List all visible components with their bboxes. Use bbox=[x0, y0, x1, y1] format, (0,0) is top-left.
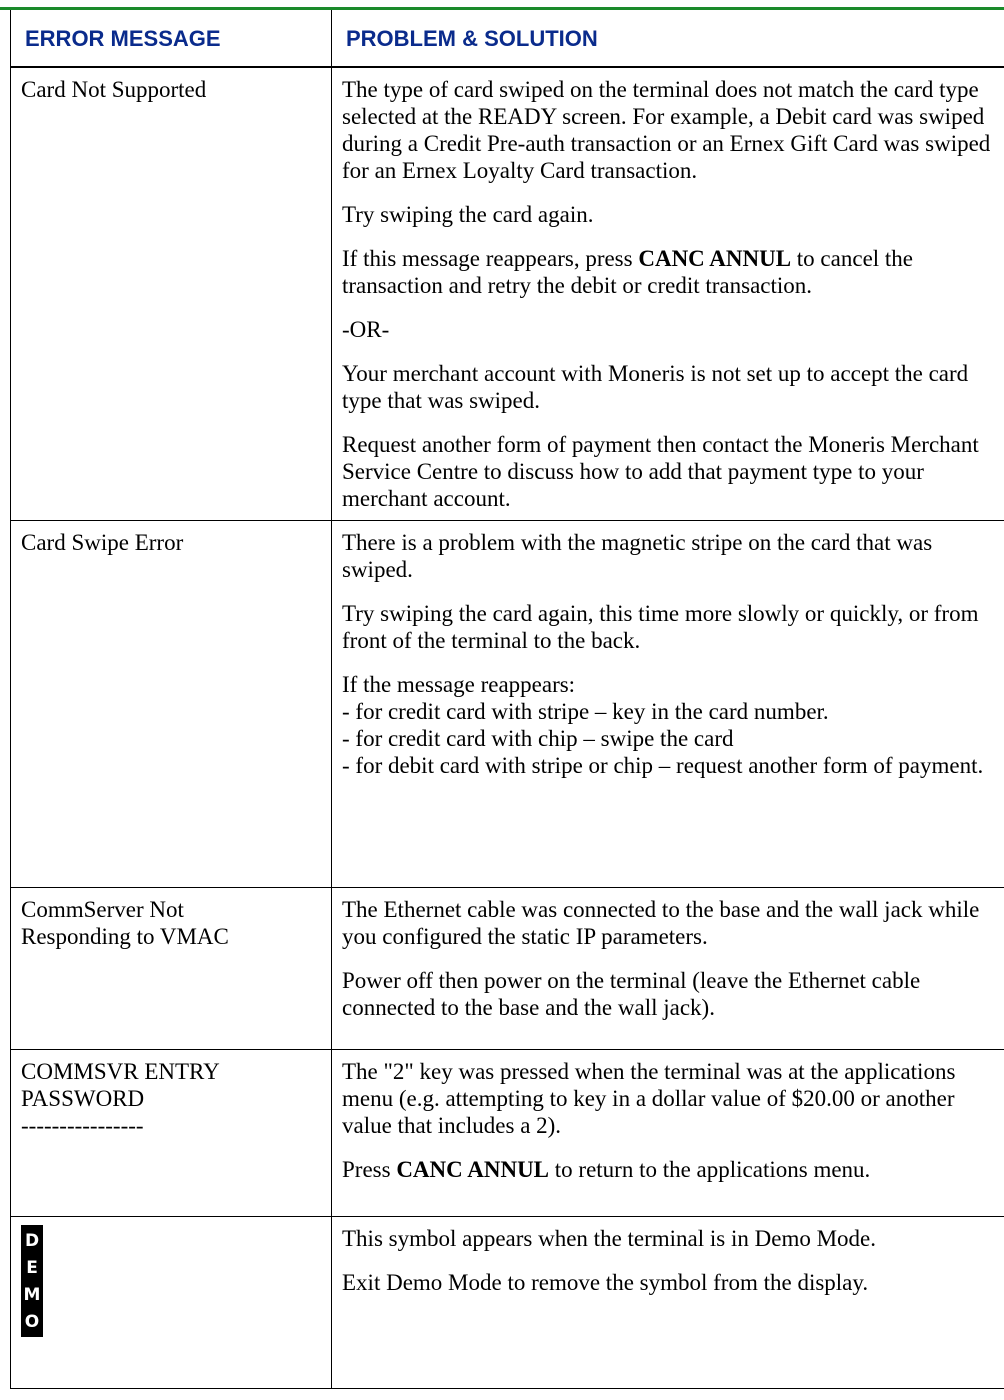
problem-solution-cell bbox=[332, 888, 1004, 1050]
solution-paragraph bbox=[342, 201, 995, 228]
text-run: There is a problem with the magnetic stripe on the card that was swiped. bbox=[342, 530, 933, 582]
text-run: Try swiping the card again, this time more slowly or quickly, or from front of the terminal to the back. bbox=[342, 601, 979, 653]
solution-paragraph bbox=[342, 76, 995, 184]
error-message-cell bbox=[11, 888, 332, 1050]
solution-paragraph bbox=[342, 431, 995, 512]
header-row bbox=[11, 10, 1004, 67]
error-message-line: Card Swipe Error bbox=[21, 530, 184, 555]
text-run: to return to the applications menu. bbox=[549, 1157, 871, 1182]
demo-letter: M bbox=[23, 1285, 41, 1305]
text-run: - for credit card with chip – swipe the card bbox=[342, 726, 734, 751]
error-message-cell bbox=[11, 67, 332, 521]
error-message-line: Responding to VMAC bbox=[21, 924, 229, 949]
problem-solution-cell bbox=[332, 521, 1004, 888]
solution-paragraph bbox=[342, 1058, 995, 1139]
column-header-error-message: ERROR MESSAGE bbox=[11, 10, 332, 67]
solution-paragraph bbox=[342, 600, 995, 654]
solution-paragraph bbox=[342, 245, 995, 299]
problem-solution-cell bbox=[332, 1217, 1004, 1389]
problem-solution-cell bbox=[332, 1050, 1004, 1217]
text-run: to cancel the transaction and retry the debit or credit transaction. bbox=[342, 246, 914, 298]
demo-symbol-icon bbox=[21, 1225, 43, 1337]
text-run: If the message reappears: bbox=[342, 672, 576, 697]
error-message-cell bbox=[11, 1217, 332, 1389]
error-message-line: ---------------- bbox=[21, 1113, 144, 1138]
error-message-cell bbox=[11, 1050, 332, 1217]
solution-paragraph bbox=[342, 896, 995, 950]
table-row bbox=[11, 67, 1004, 521]
error-message-line: CommServer Not bbox=[21, 897, 184, 922]
solution-paragraph bbox=[342, 1225, 995, 1252]
solution-paragraph bbox=[342, 967, 995, 1021]
text-run: If this message reappears, press bbox=[342, 246, 639, 271]
table-row bbox=[11, 1050, 1004, 1217]
problem-solution-cell bbox=[332, 67, 1004, 521]
text-run: Power off then power on the terminal (leave the Ethernet cable connected to the base and the wall jack). bbox=[342, 968, 921, 1020]
demo-letter: D bbox=[24, 1231, 40, 1251]
text-run: Your merchant account with Moneris is not set up to accept the card type that was swiped. bbox=[342, 361, 969, 413]
text-run: This symbol appears when the terminal is in Demo Mode. bbox=[342, 1226, 877, 1251]
error-message-line: Card Not Supported bbox=[21, 77, 207, 102]
text-run: Request another form of payment then contact the Moneris Merchant Service Centre to discuss how to add that payment type to your merchant account. bbox=[342, 432, 979, 511]
column-header-problem-solution: PROBLEM & SOLUTION bbox=[332, 10, 1004, 67]
table-row bbox=[11, 1217, 1004, 1389]
solution-paragraph bbox=[342, 529, 995, 583]
text-run: The "2" key was pressed when the terminal was at the applications menu (e.g. attempting to key in a dollar value of $20.00 or another value that includes a 2). bbox=[342, 1059, 956, 1138]
text-run: Exit Demo Mode to remove the symbol from the display. bbox=[342, 1270, 869, 1295]
solution-paragraph bbox=[342, 671, 995, 779]
table-row bbox=[11, 888, 1004, 1050]
text-run: - for credit card with stripe – key in the card number. bbox=[342, 699, 829, 724]
solution-paragraph bbox=[342, 360, 995, 414]
key-name: CANC ANNUL bbox=[396, 1157, 550, 1182]
text-run: -OR- bbox=[342, 317, 390, 342]
text-run: Press bbox=[342, 1157, 397, 1182]
text-run: The Ethernet cable was connected to the base and the wall jack while you configured the static IP parameters. bbox=[342, 897, 980, 949]
text-run: The type of card swiped on the terminal does not match the card type selected at the READY screen. For example, a Debit card was swiped during a Credit Pre-auth transaction or an Ernex Gift Card was swiped for an Ernex Loyalty Card transaction. bbox=[342, 77, 991, 183]
text-run: Try swiping the card again. bbox=[342, 202, 594, 227]
error-message-line: PASSWORD bbox=[21, 1086, 145, 1111]
demo-letter: O bbox=[24, 1312, 40, 1332]
demo-letter: E bbox=[26, 1258, 38, 1278]
error-message-cell bbox=[11, 521, 332, 888]
key-name: CANC ANNUL bbox=[638, 246, 792, 271]
error-table bbox=[10, 10, 1004, 1389]
solution-paragraph bbox=[342, 1156, 995, 1183]
solution-paragraph bbox=[342, 316, 995, 343]
text-run: - for debit card with stripe or chip – request another form of payment. bbox=[342, 753, 984, 778]
table-row bbox=[11, 521, 1004, 888]
error-message-line: COMMSVR ENTRY bbox=[21, 1059, 220, 1084]
solution-paragraph bbox=[342, 1269, 995, 1296]
